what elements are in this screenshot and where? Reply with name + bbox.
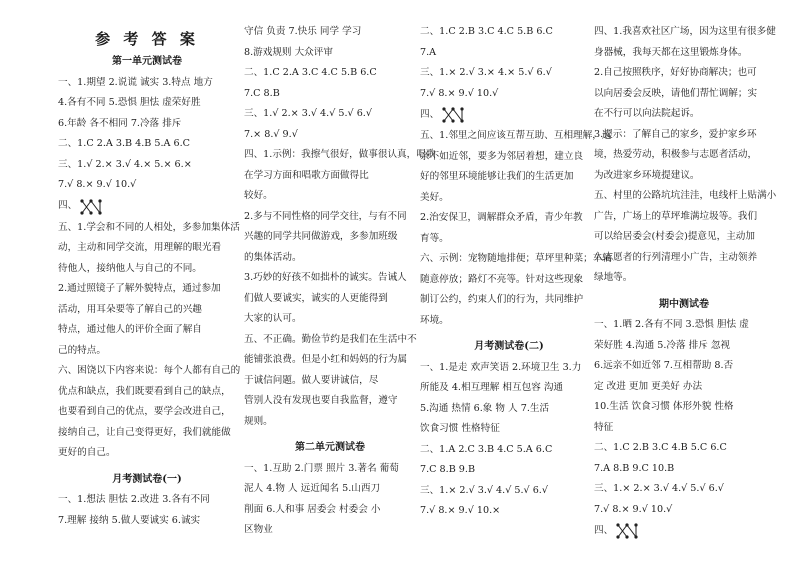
- answer-line: 在学习方面和唱歌方面做得比: [244, 169, 369, 181]
- answer-line: 可以给居委会(村委会)提意见，主动加: [594, 231, 755, 242]
- answer-line: 3.巧妙的好孩不如拙朴的诚实。告诫人: [244, 272, 407, 283]
- answer-line: 7.C 8.B: [244, 87, 280, 99]
- answer-line: 二、1.A 2.C 3.B 4.C 5.A 6.C: [420, 443, 553, 455]
- answer-line: 二、1.C 2.B 3.C 4.C 5.B 6.C: [420, 26, 553, 37]
- answer-line: 三、1.× 2.√ 3.√ 4.√ 5.√ 6.√: [420, 484, 548, 496]
- answer-line: 五、1.邻里之间应该互帮互助、互相理解，远: [420, 130, 612, 141]
- answer-line: 在不行可以向法院起诉。: [594, 108, 700, 119]
- answer-line: 兴趣的同学共同做游戏，多参加班级: [244, 231, 398, 242]
- answer-line: 7.A: [420, 46, 437, 58]
- answer-line: 待他人，接纳他人与自己的不同。: [58, 262, 202, 274]
- answer-line: 二、1.C 2.A 3.B 4.B 5.A 6.C: [58, 138, 190, 149]
- section-heading: 第二单元测试卷: [295, 442, 365, 453]
- answer-line: 为改进家乡环境提建议。: [594, 169, 700, 181]
- answer-line: 一、1.想法 胆怯 2.改进 3.各有不同: [58, 494, 210, 505]
- answer-line: 2.多与不同性格的同学交往，与有不同: [244, 210, 407, 222]
- answer-line: 好的邻里环境能够让我们的生活更加: [420, 171, 574, 182]
- answer-line: 二、1.C 2.A 3.C 4.C 5.B 6.C: [244, 67, 377, 78]
- answer-line: 守信 负责 7.快乐 同学 学习: [244, 26, 362, 37]
- column-3: [420, 22, 612, 522]
- answer-line: 2.通过照镜子了解外貌特点，通过参加: [58, 283, 221, 294]
- answer-line: 六、困饶以下内容来说：每个人都有自己的: [58, 365, 241, 376]
- answer-line: 7.√ 8.× 9.√ 10.√: [58, 179, 137, 190]
- answer-line: 规则。: [244, 415, 273, 427]
- answer-line: 己的特点。: [58, 344, 106, 356]
- answer-line: 一、1.晒 2.各有不同 3.恐惧 胆怯 虚: [594, 319, 749, 330]
- answer-line: 活动，用耳朵要等了解自己的兴趣: [58, 303, 202, 315]
- answer-line: 泥人 4.物 人 远近闻名 5.山西刀: [244, 483, 381, 494]
- answer-line: 7.A 8.B 9.C 10.B: [594, 462, 675, 474]
- answer-line: 6.年龄 各不相同 7.冷落 排斥: [58, 117, 182, 129]
- answer-line: 三、1.× 2.√ 3.× 4.× 5.√ 6.√: [420, 67, 552, 78]
- answer-line: 三、1.× 2.× 3.√ 4.√ 5.√ 6.√: [594, 483, 724, 494]
- answer-line: 10.生活 饮食习惯 体形外貌 性格: [594, 401, 734, 412]
- answer-line: 7.× 8.√ 9.√: [244, 128, 298, 140]
- answer-line: 较好。: [244, 190, 273, 201]
- question-number: 四、: [58, 200, 78, 212]
- answer-line: 五、不正确。勤俭节约是我们在生活中不: [244, 333, 417, 345]
- answer-line: 于诚信问题。做人要讲诚信，尽: [244, 374, 379, 386]
- section-heading: 月考测试卷(二): [474, 341, 544, 352]
- section-heading: 期中测试卷: [659, 298, 709, 310]
- answer-line: 环境。: [420, 314, 449, 326]
- answer-line: 育等。: [420, 232, 449, 244]
- answer-line: 7.理解 接纳 5.做人要诚实 6.诚实: [58, 514, 201, 526]
- answer-line: 一、1.互助 2.门票 照片 3.著名 葡萄: [244, 462, 399, 474]
- answer-line: 身器械，我每天都在这里锻炼身体。: [594, 46, 748, 58]
- answer-line: 制订公约，约束人们的行为，共同维护: [420, 294, 584, 305]
- answer-line: 削面 6.人和事 居委会 村委会 小: [244, 503, 381, 515]
- answer-line: 一、1.是走 欢声笑语 2.环境卫生 3.力: [420, 361, 582, 373]
- match-lines-diagram-3: [615, 522, 639, 540]
- answer-line: 7.√ 8.× 9.√ 10.×: [420, 505, 501, 516]
- page-title: 参 考 答 案: [95, 30, 199, 48]
- answer-line: 入志愿者的行列清理小广告，主动领养: [594, 251, 758, 263]
- answer-line: 二、1.C 2.B 3.C 4.B 5.C 6.C: [594, 442, 727, 453]
- answer-line: 大家的认可。: [244, 313, 302, 324]
- answer-line: 5.沟通 热情 6.象 物 人 7.生活: [420, 402, 550, 414]
- answer-line: 4.各有不同 5.恐惧 胆怯 虚荣好胜: [58, 97, 201, 108]
- answer-line: 2.治安保卫，调解群众矛盾，青少年教: [420, 212, 583, 223]
- answer-line: 的集体活动。: [244, 251, 302, 263]
- answer-line: 们做人要诚实，诚实的人更能得到: [244, 292, 388, 304]
- answer-line: 所能及 4.相互理解 相互包容 沟通: [420, 382, 564, 393]
- matching-answer-row: [594, 520, 774, 542]
- answer-line: 美好。: [420, 191, 449, 203]
- match-line: [91, 201, 100, 213]
- match-line: [627, 525, 636, 537]
- match-lines-diagram-1: [79, 198, 103, 216]
- matching-answer-row: [420, 104, 598, 126]
- column-1: [58, 22, 241, 531]
- match-line: [453, 109, 462, 121]
- answer-line: 六、示例：宠物随地排便；草坪里种菜；车辆: [420, 253, 612, 264]
- answer-line: 亲不如近邻，要多为邻居着想，建立良: [420, 150, 584, 162]
- answer-line: 饮食习惯 性格特征: [420, 423, 500, 434]
- answer-line: 定 改进 更加 更美好 办法: [594, 380, 703, 392]
- answer-line: 8.游戏规则 大众评审: [244, 46, 333, 58]
- answer-line: 7.C 8.B 9.B: [420, 464, 476, 475]
- answer-line: 三、1.√ 2.× 3.√ 4.√ 5.√ 6.√: [244, 108, 372, 119]
- answer-line: 三、1.√ 2.× 3.√ 4.× 5.× 6.×: [58, 158, 192, 170]
- answer-line: 也要看到自己的优点，要学会改进自己，: [58, 406, 231, 417]
- answer-line: 随意停放；路灯不亮等。针对这些现象: [420, 273, 584, 285]
- answer-line: 更好的自己。: [58, 447, 116, 458]
- answer-line: 2.自己按照秩序，好好协商解决；也可: [594, 67, 757, 78]
- matching-answer-row: [58, 196, 236, 218]
- answer-line: 7.√ 8.× 9.√ 10.√: [420, 87, 499, 99]
- section-heading: 月考测试卷(一): [112, 473, 182, 485]
- answer-line: 五、村里的公路坑坑洼洼，电线杆上贴满小: [594, 190, 777, 201]
- column-4: [594, 22, 777, 542]
- answer-line: 优点和缺点，我们既要看到自己的缺点，: [58, 385, 231, 397]
- answer-line: 动，主动和同学交流，用理解的眼光看: [58, 242, 222, 253]
- answer-line: 接纳自己，让自己变得更好，我们就能做: [58, 426, 231, 438]
- answer-line: 3.提示：了解自己的家乡，爱护家乡环: [594, 128, 757, 140]
- answer-line: 荣好胜 4.沟通 5.冷落 排斥 忽视: [594, 339, 731, 351]
- answer-line: 管别人没有发现也要自我监督，遵守: [244, 395, 398, 406]
- question-number: 四、: [594, 524, 614, 536]
- answer-line: 特点，通过他人的评价全面了解自: [58, 324, 202, 335]
- answer-line: 绿地等。: [594, 272, 633, 283]
- answer-line: 区物业: [244, 524, 273, 535]
- match-lines-diagram-2: [441, 106, 465, 124]
- section-heading: 第一单元测试卷: [112, 56, 182, 67]
- answer-line: 广告，广场上的草坪堆满垃圾等。我们: [594, 210, 758, 222]
- answer-line: 6.远亲不如近邻 7.互相帮助 8.否: [594, 360, 734, 371]
- answer-line: 能铺张浪费。但是小红和妈妈的行为属: [244, 354, 408, 365]
- answer-line: 四、1.示例：我擦气很好，做事很认真，唱歌: [244, 149, 436, 160]
- answer-line: 特征: [594, 421, 614, 433]
- answer-line: 四、1.我喜欢社区广场，因为这里有很多健: [594, 26, 776, 37]
- question-number: 四、: [420, 108, 440, 120]
- answer-line: 境，热爱劳动，积极参与志愿者活动，: [594, 149, 758, 160]
- answer-line: 以向居委会反映，请他们帮忙调解；实: [594, 87, 758, 99]
- answer-line: 一、1.期望 2.说谎 诚实 3.特点 地方: [58, 76, 213, 88]
- answer-line: 7.√ 8.× 9.√ 10.√: [594, 503, 673, 515]
- answer-line: 五、1.学会和不同的人相处，多参加集体活: [58, 221, 240, 233]
